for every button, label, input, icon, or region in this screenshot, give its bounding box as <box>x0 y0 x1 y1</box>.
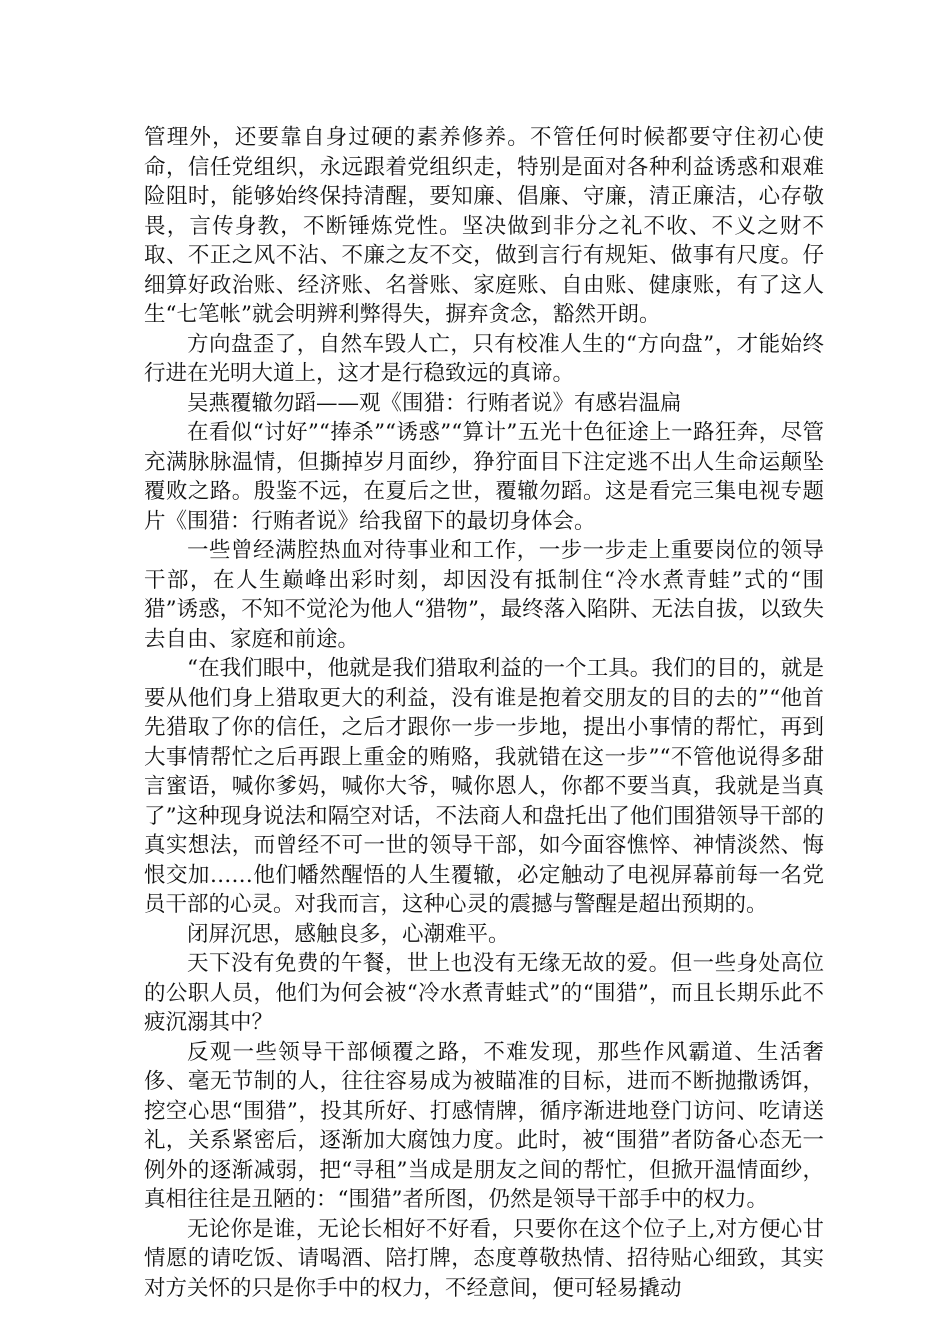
paragraph: 一些曾经满腔热血对待事业和工作，一步一步走上重要岗位的领导干部，在人生巅峰出彩时刻，却因没有抵制住“冷水煮青蛙”式的“围猎”诱惑，不知不觉沦为他人“猎物”，最终落入陷阱、无法自拔，以致失去自由、家庭和前途。 <box>144 538 824 652</box>
paragraph: 在看似“讨好”“捧杀”“诱惑”“算计”五光十色征途上一路狂奔，尽管充满脉脉温情，但撕掉岁月面纱，狰狞面目下注定逃不出人生命运颠坠覆败之路。殷鉴不远，在夏后之世，覆辙勿蹈。这是看完三集电视专题片《围猎：行贿者说》给我留下的最切身体会。 <box>144 420 824 534</box>
paragraph: 无论你是谁，无论长相好不好看，只要你在这个位子上,对方便心甘情愿的请吃饭、请喝酒、陪打牌，态度尊敬热情、招待贴心细致，其实对方关怀的只是你手中的权力，不经意间，便可轻易撬动 <box>144 1216 824 1301</box>
paragraph: 方向盘歪了，自然车毁人亡，只有校准人生的“方向盘”，才能始终行进在光明大道上，这才是行稳致远的真谛。 <box>144 331 824 386</box>
paragraph-continuation: 管理外，还要靠自身过硬的素养修养。不管任何时候都要守住初心使命，信任党组织，永远跟着党组织走，特别是面对各种利益诱惑和艰难险阻时，能够始终保持清醒，要知廉、倡廉、守廉，清正廉洁，心存敬畏，言传身教，不断锤炼党性。坚决做到非分之礼不收、不义之财不取、不正之风不沾、不廉之友不交，做到言行有规矩、做事有尺度。仔细算好政治账、经济账、名誉账、家庭账、自由账、健康账，有了这人生“七笔帐”就会明辨利弊得失，摒弃贪念，豁然开朗。 <box>144 125 824 327</box>
article-title: 吴燕覆辙勿蹈——观《围猎：行贿者说》有感岩温扁 <box>187 390 682 416</box>
paragraph: 天下没有免费的午餐，世上也没有无缘无故的爱。但一些身处高位的公职人员，他们为何会被“冷水煮青蛙式”的“围猎”，而且长期乐此不疲沉溺其中？ <box>144 951 824 1035</box>
document-body <box>144 123 824 1303</box>
paragraph: 反观一些领导干部倾覆之路，不难发现，那些作风霸道、生活奢侈、毫无节制的人，往往容易成为被瞄准的目标，进而不断抛撒诱饵，挖空心思“围猎”，投其所好、打感情牌，循序渐进地登门访问、吃请送礼，关系紧密后，逐渐加大腐蚀力度。此时，被“围猎”者防备心态无一例外的逐渐减弱，把“寻租”当成是朋友之间的帮忙，但掀开温情面纱，真相往往是丑陋的：“围猎”者所图，仍然是领导干部手中的权力。 <box>144 1039 824 1212</box>
paragraph: 闭屏沉思，感触良多，心潮难平。 <box>187 921 510 947</box>
paragraph-quote: “在我们眼中，他就是我们猎取利益的一个工具。我们的目的，就是要从他们身上猎取更大的利益，没有谁是抱着交朋友的目的去的”“他首先猎取了你的信任，之后才跟你一步一步地，提出小事情的帮忙，再到大事情帮忙之后再跟上重金的贿赂，我就错在这一步”“不管他说得多甜言蜜语，喊你爹妈，喊你大爷，喊你恩人，你都不要当真，我就是当真了”这种现身说法和隔空对话，不法商人和盘托出了他们围猎领导干部的真实想法，而曾经不可一世的领导干部，如今面容憔悴、神情淡然、悔恨交加……他们幡然醒悟的人生覆辙，必定触动了电视屏幕前每一名党员干部的心灵。对我而言，这种心灵的震撼与警醒是超出预期的。 <box>144 656 824 917</box>
